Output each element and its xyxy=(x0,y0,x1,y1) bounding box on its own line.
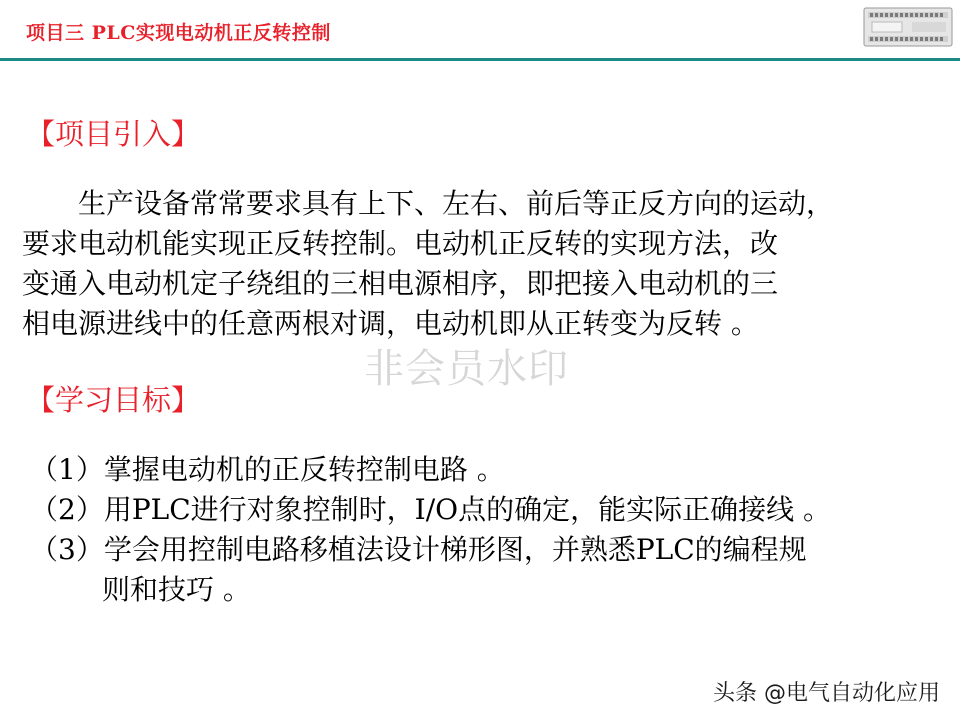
page-title: 项目三 PLC实现电动机正反转控制 xyxy=(26,22,331,44)
plc-device-image xyxy=(862,4,954,50)
goal-item-continuation: 则和技巧 。 xyxy=(102,573,251,606)
goal-item: （2）用PLC进行对象控制时，I/O点的确定，能实际正确接线 。 xyxy=(30,493,832,526)
intro-line: 相电源进线中的任意两根对调，电动机即从正转变为反转 。 xyxy=(22,307,759,340)
intro-line: 变通入电动机定子绕组的三相电源相序，即把接入电动机的三 xyxy=(22,267,779,300)
intro-line: 生产设备常常要求具有上下、左右、前后等正反方向的运动， xyxy=(78,187,835,220)
header-divider xyxy=(0,58,960,61)
goal-item: （3）学会用控制电路移植法设计梯形图，并熟悉PLC的编程规 xyxy=(30,533,807,566)
goal-item: （1）掌握电动机的正反转控制电路 。 xyxy=(30,453,505,486)
goals-list xyxy=(30,450,950,610)
intro-line: 要求电动机能实现正反转控制。电动机正反转的实现方法，改 xyxy=(22,227,779,260)
watermark: 非会员水印 xyxy=(364,346,569,392)
section-heading-goals: 【学习目标】 xyxy=(26,383,201,417)
footer-credit: 头条 @电气自动化应用 xyxy=(713,681,940,706)
intro-paragraph xyxy=(22,184,952,344)
section-heading-intro: 【项目引入】 xyxy=(26,117,201,151)
